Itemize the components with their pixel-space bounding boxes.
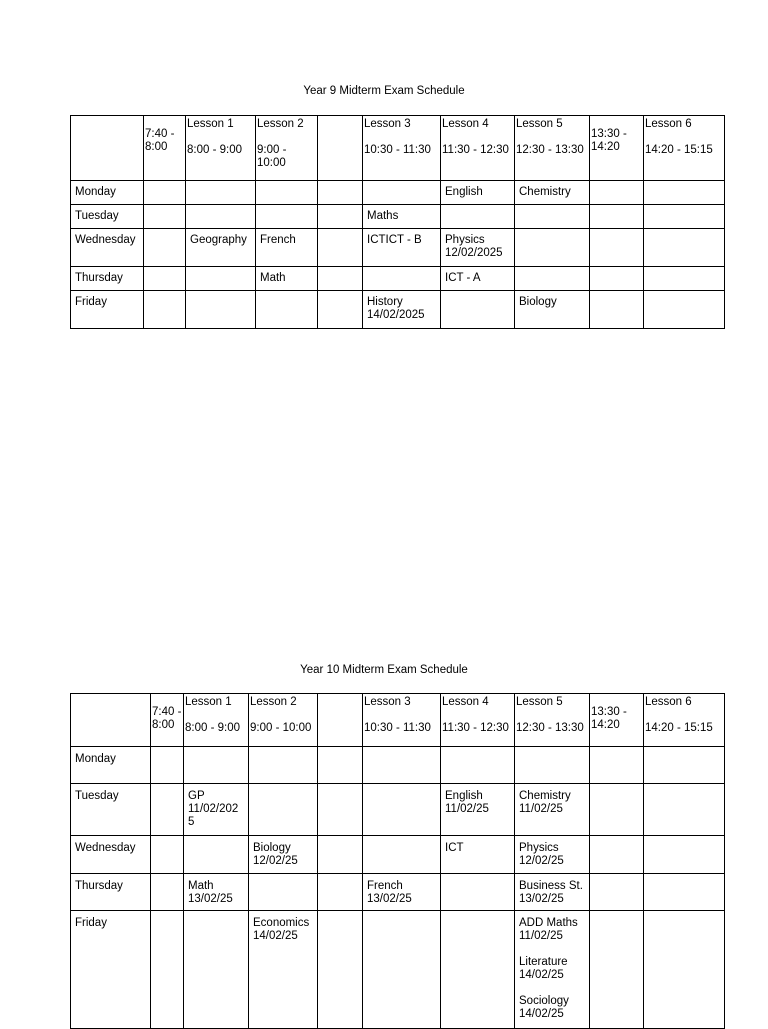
exam-cell <box>256 267 318 291</box>
exam-cell <box>186 229 256 267</box>
exam-label <box>363 747 440 756</box>
exam-label: History 14/02/2025 <box>367 296 425 321</box>
header-cell <box>363 694 441 747</box>
header-label: Lesson 4 <box>442 696 489 708</box>
day-cell <box>71 181 144 205</box>
exam-cell <box>644 267 725 291</box>
header-cell <box>256 116 318 181</box>
exam-cell <box>318 874 363 911</box>
year9-header-row <box>71 116 725 181</box>
exam-label <box>144 205 185 213</box>
exam-label <box>186 205 255 213</box>
exam-entry: ADD Maths 11/02/25 <box>519 917 578 942</box>
exam-label: French 13/02/25 <box>367 880 412 905</box>
exam-cell <box>441 291 515 329</box>
exam-label: Math 13/02/25 <box>188 880 233 905</box>
exam-label: GP 11/02/202 5 <box>188 790 239 828</box>
header-cell <box>151 694 184 747</box>
exam-cell <box>441 747 515 784</box>
exam-label <box>590 747 643 756</box>
day-cell <box>71 784 151 836</box>
exam-label <box>515 747 589 756</box>
exam-label <box>590 267 643 275</box>
exam-cell <box>644 874 725 911</box>
table-row <box>71 911 725 1029</box>
day-label: Wednesday <box>75 234 136 246</box>
exam-cell <box>363 291 441 329</box>
exam-label <box>590 291 643 299</box>
exam-label <box>256 181 317 189</box>
exam-label <box>249 874 317 883</box>
exam-cell <box>151 874 184 911</box>
exam-cell <box>184 784 249 836</box>
exam-label: Chemistry <box>519 186 571 198</box>
header-cell <box>184 694 249 747</box>
exam-cell <box>363 874 441 911</box>
exam-cell <box>184 836 249 874</box>
day-label: Monday <box>75 753 116 765</box>
exam-cell <box>590 874 644 911</box>
exam-cell <box>256 181 318 205</box>
header-time: 14:20 - 15:15 <box>645 144 713 156</box>
exam-label <box>644 229 724 237</box>
exam-cell <box>644 747 725 784</box>
exam-label <box>151 874 183 883</box>
exam-cell <box>590 267 644 291</box>
exam-cell <box>644 291 725 329</box>
exam-cell <box>318 229 363 267</box>
table-row <box>71 784 725 836</box>
exam-cell <box>151 911 184 1029</box>
header-label: Lesson 6 <box>645 118 692 130</box>
exam-label <box>256 291 317 299</box>
header-cell <box>441 116 515 181</box>
exam-cell <box>590 836 644 874</box>
header-time: 10:30 - 11:30 <box>364 144 431 156</box>
exam-label <box>515 267 589 275</box>
exam-cell <box>515 784 590 836</box>
exam-label: ICT - A <box>445 272 481 284</box>
header-cell <box>249 694 318 747</box>
exam-label <box>515 229 589 237</box>
header-time: 9:00 - 10:00 <box>257 144 287 169</box>
exam-label <box>441 874 514 883</box>
exam-cell <box>515 836 590 874</box>
exam-cell <box>590 784 644 836</box>
day-cell <box>71 874 151 911</box>
day-cell <box>71 291 144 329</box>
exam-label <box>590 784 643 793</box>
exam-cell <box>249 784 318 836</box>
header-label: Lesson 4 <box>442 118 489 130</box>
exam-cell <box>441 267 515 291</box>
exam-cell <box>144 229 186 267</box>
header-cell <box>644 116 725 181</box>
header-cell <box>644 694 725 747</box>
exam-cell <box>515 747 590 784</box>
exam-cell <box>144 267 186 291</box>
day-label: Friday <box>75 296 107 308</box>
exam-cell <box>249 836 318 874</box>
exam-cell <box>318 836 363 874</box>
header-label: Lesson 3 <box>364 696 411 708</box>
exam-cell <box>186 205 256 229</box>
exam-label <box>184 836 248 845</box>
exam-cell <box>144 205 186 229</box>
exam-label <box>186 267 255 275</box>
exam-cell <box>249 911 318 1029</box>
header-time: 11:30 - 12:30 <box>442 722 509 734</box>
table-row <box>71 874 725 911</box>
exam-label <box>318 836 362 845</box>
table-row <box>71 267 725 291</box>
exam-label <box>151 911 183 920</box>
exam-label <box>644 747 724 756</box>
exam-label <box>515 205 589 213</box>
header-time: 8:00 - 9:00 <box>187 144 242 156</box>
exam-label: Business St. 13/02/25 <box>519 880 583 905</box>
exam-label <box>363 911 440 920</box>
exam-label <box>186 181 255 189</box>
exam-cell <box>363 205 441 229</box>
header-time: 14:20 - 15:15 <box>645 722 713 734</box>
exam-cell <box>441 181 515 205</box>
day-cell <box>71 267 144 291</box>
exam-label <box>590 836 643 845</box>
exam-cell <box>144 181 186 205</box>
day-label: Thursday <box>75 272 123 284</box>
exam-label <box>441 747 514 756</box>
exam-cell <box>644 229 725 267</box>
exam-label <box>644 181 724 189</box>
exam-cell <box>186 181 256 205</box>
exam-cell <box>184 747 249 784</box>
exam-cell <box>441 836 515 874</box>
table-row <box>71 747 725 784</box>
exam-cell <box>144 291 186 329</box>
exam-label <box>441 291 514 299</box>
header-cell <box>71 694 151 747</box>
exam-label: ICT <box>445 842 464 854</box>
table-row <box>71 205 725 229</box>
exam-label <box>318 911 362 920</box>
exam-cell <box>644 784 725 836</box>
header-label: 13:30 - 14:20 <box>591 706 627 731</box>
exam-label <box>144 181 185 189</box>
exam-cell <box>441 229 515 267</box>
exam-cell <box>644 836 725 874</box>
header-time: 12:30 - 13:30 <box>516 144 584 156</box>
exam-label: Physics 12/02/2025 <box>445 234 503 259</box>
table-row <box>71 229 725 267</box>
exam-cell <box>363 229 441 267</box>
exam-label <box>644 784 724 793</box>
exam-label: Math <box>260 272 286 284</box>
exam-cell <box>151 836 184 874</box>
exam-label <box>184 747 248 756</box>
exam-label <box>256 205 317 213</box>
exam-label <box>644 205 724 213</box>
year9-schedule-table <box>70 115 725 329</box>
header-label: 7:40 - 8:00 <box>152 706 182 731</box>
exam-label <box>441 205 514 213</box>
exam-cell <box>151 747 184 784</box>
exam-cell <box>256 205 318 229</box>
exam-label <box>590 205 643 213</box>
exam-label <box>318 181 362 189</box>
header-time: 12:30 - 13:30 <box>516 722 584 734</box>
day-cell <box>71 836 151 874</box>
day-cell <box>71 911 151 1029</box>
header-time: 8:00 - 9:00 <box>185 722 240 734</box>
exam-cell <box>249 874 318 911</box>
header-cell <box>144 116 186 181</box>
exam-label <box>151 784 183 793</box>
header-cell <box>590 116 644 181</box>
exam-cell <box>363 181 441 205</box>
header-cell <box>441 694 515 747</box>
exam-label <box>318 267 362 275</box>
exam-label: ICTICT - B <box>367 234 422 246</box>
exam-label <box>363 836 440 845</box>
exam-label: Chemistry 11/02/25 <box>519 790 571 815</box>
exam-label <box>151 747 183 756</box>
exam-label <box>249 747 317 756</box>
exam-entry: Sociology 14/02/25 <box>519 995 569 1020</box>
exam-cell <box>184 911 249 1029</box>
exam-cell <box>256 291 318 329</box>
header-label: Lesson 1 <box>185 696 232 708</box>
exam-cell <box>363 267 441 291</box>
exam-label <box>186 291 255 299</box>
exam-label <box>318 291 362 299</box>
header-label: Lesson 2 <box>257 118 304 130</box>
header-label: Lesson 2 <box>250 696 297 708</box>
exam-label <box>644 267 724 275</box>
exam-label <box>363 181 440 189</box>
exam-label <box>590 181 643 189</box>
exam-cell <box>256 229 318 267</box>
header-cell <box>515 116 590 181</box>
exam-cell <box>590 291 644 329</box>
exam-label: English <box>445 186 483 198</box>
day-cell <box>71 229 144 267</box>
header-cell <box>186 116 256 181</box>
exam-cell <box>151 784 184 836</box>
day-label: Wednesday <box>75 842 136 854</box>
header-label: 13:30 - 14:20 <box>591 128 627 153</box>
exam-cell <box>186 291 256 329</box>
exam-cell <box>441 874 515 911</box>
exam-label <box>590 229 643 237</box>
exam-label <box>184 911 248 920</box>
exam-label <box>318 747 362 756</box>
exam-label: Biology <box>519 296 557 308</box>
header-label: Lesson 1 <box>187 118 234 130</box>
exam-cell <box>515 911 590 1029</box>
exam-cell <box>318 291 363 329</box>
exam-label <box>318 784 362 793</box>
exam-label: Economics 14/02/25 <box>253 917 310 942</box>
year10-schedule-table <box>70 693 725 1029</box>
exam-cell <box>441 784 515 836</box>
exam-label <box>318 229 362 237</box>
header-cell <box>71 116 144 181</box>
exam-cell <box>318 784 363 836</box>
exam-label: Geography <box>190 234 247 246</box>
header-time: 10:30 - 11:30 <box>364 722 431 734</box>
exam-label <box>644 836 724 845</box>
exam-cell <box>515 205 590 229</box>
day-label: Tuesday <box>75 790 119 802</box>
year10-header-row <box>71 694 725 747</box>
exam-cell <box>441 205 515 229</box>
header-cell <box>318 694 363 747</box>
exam-label <box>441 911 514 920</box>
exam-cell <box>186 267 256 291</box>
exam-cell <box>590 205 644 229</box>
exam-cell <box>644 181 725 205</box>
exam-cell <box>318 205 363 229</box>
exam-label <box>644 911 724 920</box>
exam-label: Biology 12/02/25 <box>253 842 298 867</box>
exam-cell <box>515 181 590 205</box>
exam-label: Physics 12/02/25 <box>519 842 564 867</box>
header-label: Lesson 3 <box>364 118 411 130</box>
exam-cell <box>363 784 441 836</box>
exam-cell <box>515 267 590 291</box>
exam-cell <box>644 205 725 229</box>
header-label: Lesson 6 <box>645 696 692 708</box>
exam-cell <box>590 181 644 205</box>
exam-cell <box>318 181 363 205</box>
exam-label <box>644 291 724 299</box>
exam-label <box>644 874 724 883</box>
header-time: 9:00 - 10:00 <box>250 722 312 734</box>
exam-cell <box>363 911 441 1029</box>
exam-cell <box>318 747 363 784</box>
exam-label <box>318 874 362 883</box>
exam-label <box>144 267 185 275</box>
header-cell <box>318 116 363 181</box>
exam-cell <box>644 911 725 1029</box>
exam-label <box>590 911 643 920</box>
header-cell <box>590 694 644 747</box>
year10-title: Year 10 Midterm Exam Schedule <box>300 664 468 676</box>
header-cell <box>515 694 590 747</box>
exam-cell <box>318 911 363 1029</box>
exam-cell <box>363 747 441 784</box>
exam-label <box>249 784 317 793</box>
exam-cell <box>363 836 441 874</box>
exam-cell <box>318 267 363 291</box>
day-label: Tuesday <box>75 210 119 222</box>
exam-cell <box>515 229 590 267</box>
header-cell <box>363 116 441 181</box>
exam-label <box>363 784 440 793</box>
header-label: Lesson 5 <box>516 118 563 130</box>
exam-label <box>151 836 183 845</box>
exam-label: Maths <box>367 210 399 222</box>
exam-label <box>318 205 362 213</box>
table-row <box>71 291 725 329</box>
exam-label: English 11/02/25 <box>445 790 489 815</box>
day-cell <box>71 747 151 784</box>
exam-cell <box>590 911 644 1029</box>
exam-label <box>144 291 185 299</box>
exam-entry: Literature 14/02/25 <box>519 956 568 981</box>
day-label: Thursday <box>75 880 123 892</box>
exam-label: French <box>260 234 296 246</box>
exam-cell <box>441 911 515 1029</box>
day-cell <box>71 205 144 229</box>
header-time: 11:30 - 12:30 <box>442 144 509 156</box>
exam-cell <box>590 747 644 784</box>
exam-cell <box>249 747 318 784</box>
day-label: Friday <box>75 917 107 929</box>
exam-cell <box>590 229 644 267</box>
exam-cell <box>515 291 590 329</box>
year9-title: Year 9 Midterm Exam Schedule <box>303 85 465 97</box>
exam-label <box>363 267 440 275</box>
header-label: 7:40 - 8:00 <box>145 128 175 153</box>
exam-label <box>590 874 643 883</box>
table-row <box>71 181 725 205</box>
exam-label <box>144 229 185 237</box>
exam-cell <box>184 874 249 911</box>
header-label: Lesson 5 <box>516 696 563 708</box>
day-label: Monday <box>75 186 116 198</box>
table-row <box>71 836 725 874</box>
exam-cell <box>515 874 590 911</box>
